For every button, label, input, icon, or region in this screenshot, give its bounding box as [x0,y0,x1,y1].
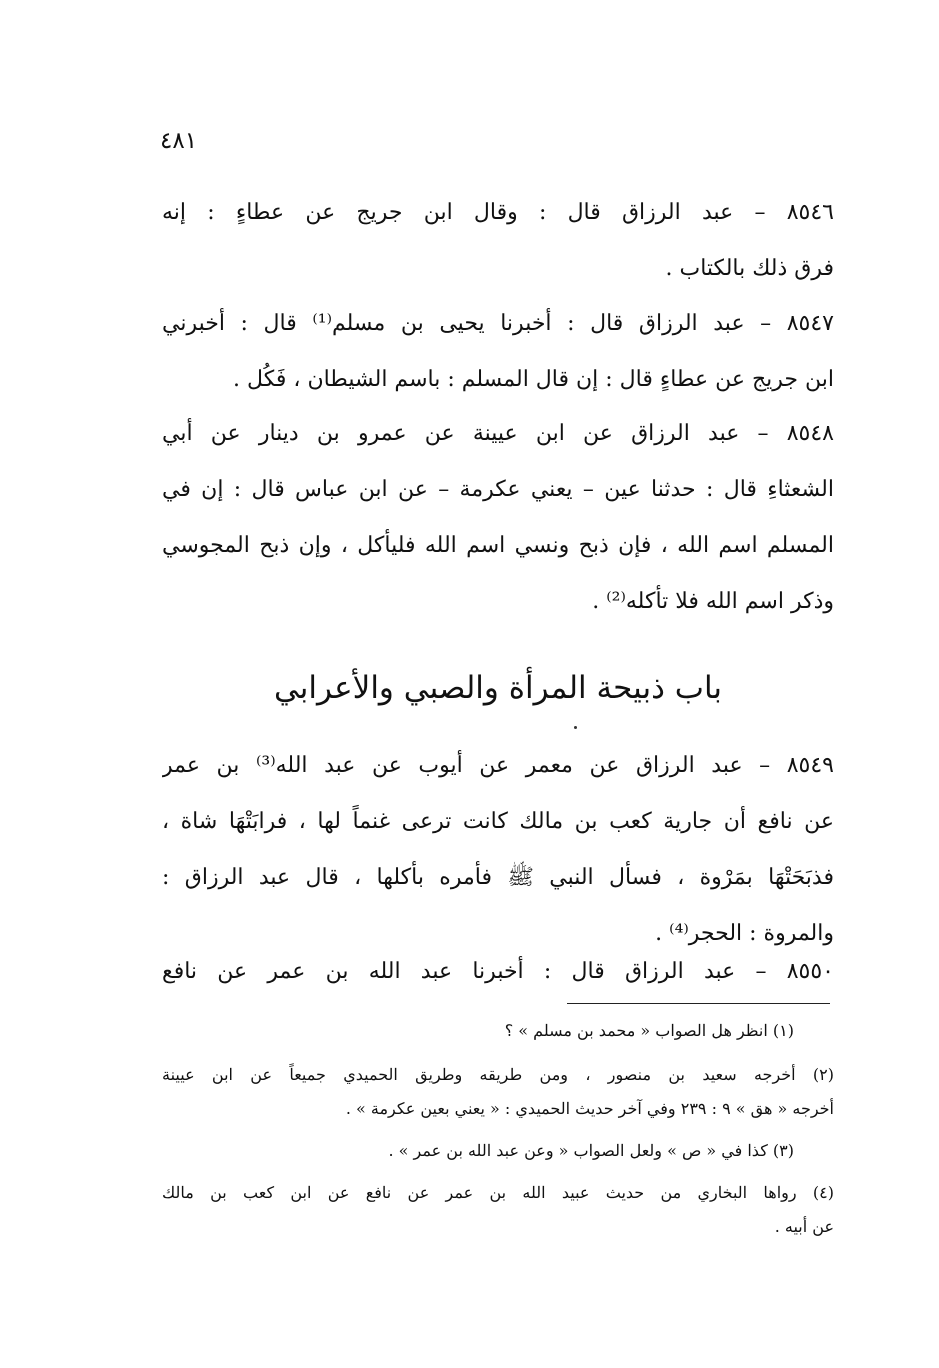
page-number: ٤٨١ [160,128,198,154]
hadith-entry-8546 [162,185,834,297]
footnote-line: أخرجه « هق » ٩ : ٢٣٩ وفي آخر حديث الحميدي : « يعني بعين عكرمة » . [345,1099,834,1118]
footnote-4 [162,1176,834,1244]
entry-line: عن نافع أن جارية كعب بن مالك كانت ترعى غنماً لها ، فرابَتْهَا شاة ، [162,809,834,834]
footnote-3 [162,1134,834,1168]
entry-line: وذكر اسم الله فلا تأكله⁽²⁾ . [592,589,834,614]
hadith-entry-8549 [162,738,834,962]
footnote-line: عن أبيه . [774,1217,834,1236]
footnote-1 [162,1014,834,1048]
footnote-line: (٤) رواها البخاري من حديث عبيد الله بن عمر عن نافع عن ابن كعب بن مالك [162,1183,834,1202]
footnote-2 [162,1058,834,1126]
entry-line: ٨٥٥٠ – عبد الرزاق قال : أخبرنا عبد الله بن عمر عن نافع [162,959,834,984]
entry-line: ٨٥٤٧ – عبد الرزاق قال : أخبرنا يحيى بن مسلم⁽¹⁾ قال : أخبرني [162,311,834,336]
entry-line: ٨٥٤٦ – عبد الرزاق قال : وقال ابن جريج عن عطاءٍ : إنه [162,200,834,225]
hadith-entry-8550 [162,944,834,1000]
footnote-line: (٢) أخرجه سعيد بن منصور ، ومن طريقه وطريق الحميدي جميعاً عن ابن عيينة [162,1065,834,1084]
entry-line: ابن جريج عن عطاءٍ قال : إن قال المسلم : باسم الشيطان ، فَكُل . [233,367,834,392]
footnote-separator [567,1003,830,1004]
entry-line: ٨٥٤٨ – عبد الرزاق عن ابن عيينة عن عمرو بن دينار عن أبي [162,421,834,446]
entry-line: ٨٥٤٩ – عبد الرزاق عن معمر عن أيوب عن عبد الله⁽³⁾ بن عمر [162,753,834,778]
entry-line: المسلم اسم الله ، فإن ذبح ونسي اسم الله فليأكل ، وإن ذبح المجوسي [162,533,834,558]
ornament-dot [574,726,577,729]
entry-line: فرق ذلك بالكتاب . [665,256,834,281]
footnote-line: (٣) كذا في « ص » ولعل الصواب « وعن عبد الله بن عمر » . [388,1141,794,1160]
entry-line: والمروة : الحجر⁽⁴⁾ . [655,921,834,946]
entry-line: الشعثاءِ قال : حدثنا عين – يعني عكرمة – عن ابن عباس قال : إن في [162,477,834,502]
hadith-entry-8548 [162,406,834,630]
chapter-heading: باب ذبيحة المرأة والصبي والأعرابي [273,670,723,706]
hadith-entry-8547 [162,296,834,408]
footnote-line: (١) انظر هل الصواب « محمد بن مسلم » ؟ [504,1021,794,1040]
entry-line: فذبَحَتْهَا بمَرْوة ، فسأل النبي ﷺ فأمره بأكلها ، قال عبد الرزاق : [162,865,834,890]
